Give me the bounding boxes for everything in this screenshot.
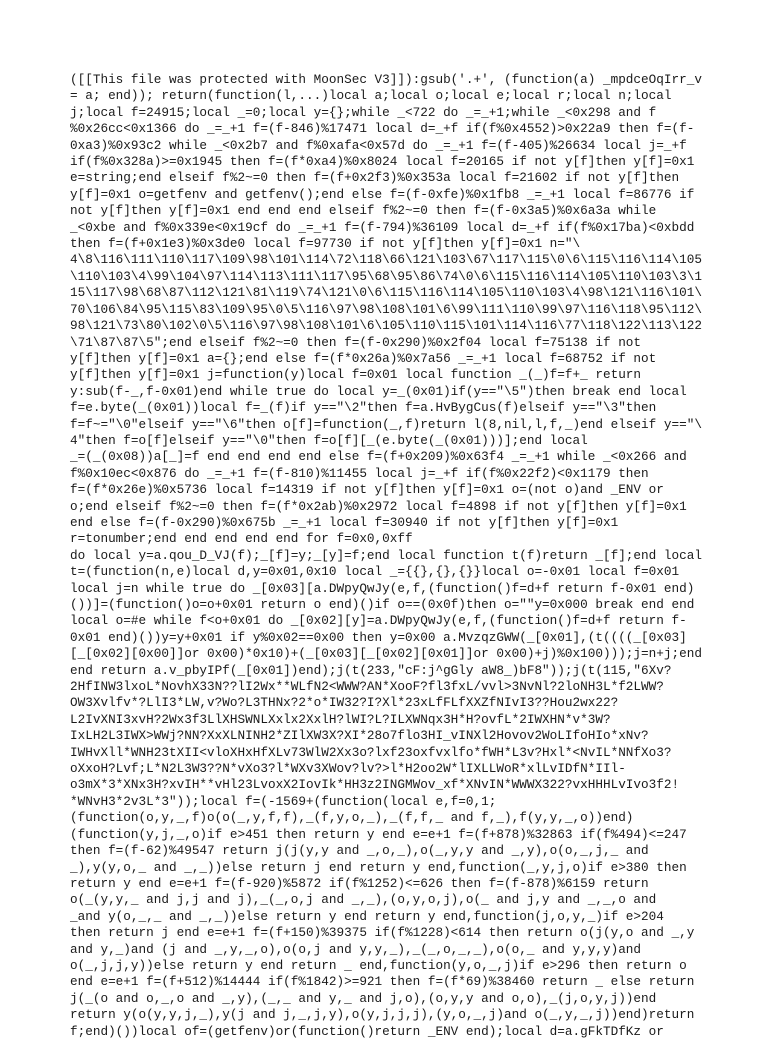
obfuscated-lua-code: ([[This file was protected with MoonSec V3]]):gsub('.+', (function(a) _mpdceOqIrr_v = a; end)); return(function(l,...)local a;local o;local e;local r;local n;local j;local f=24915;local _=0;local y={};while _<722 do _=_+1;while _<0x298 and f %0x26cc<0x1366 do _=_+1 f=(f-846)%17471 local d=_+f if(f%0x4552)>0x22a9 then f=(f- 0xa3)%0x93c2 while _<0x2b7 and f%0xafa<0x57d do _=_+1 f=(f-405)%26634 local j=_+f if(f%0x328a)>=0x1945 then f=(f*0xa4)%0x8024 local f=20165 if not y[f]then y[f]=0x1 e=string;end elseif f%2~=0 then f=(f+0x2f3)%0x353a local f=21602 if not y[f]then y[f]=0x1 o=getfenv and getfenv();end else f=(f-0xfe)%0x1fb8 _=_+1 local f=86776 if not y[f]then y[f]=0x1 end end end elseif f%2~=0 then f=(f-0x3a5)%0x6a3a while _<0xbe and f%0x339e<0x19cf do _=_+1 f=(f-794)%36109 local d=_+f if(f%0x17ba)<0xbdd then f=(f+0x1e3)%0x3de0 local f=97730 if not y[f]then y[f]=0x1 n="\ 4\8\116\111\110\117\109\98\101\114\72\118\66\121\103\67\117\115\0\6\115\116\114\105 \110\103\4\99\104\97\114\113\111\117\95\68\95\86\74\0\6\115\116\114\105\110\103\3\1 15\117\98\68\87\112\121\81\119\74\121\0\6\115\116\114\105\110\103\4\98\121\116\101\ 70\106\84\95\115\83\109\95\0\5\116\97\98\108\101\6\99\111\110\99\97\116\118\95\112\ 98\121\73\80\102\0\5\116\97\98\108\101\6\105\110\115\101\114\116\77\118\122\113\122 \71\87\87\5";end elseif f%2~=0 then f=(f-0x290)%0x2f04 local f=75138 if not y[f]then y[f]=0x1 a={};end else f=(f*0x26a)%0x7a56 _=_+1 local f=68752 if not y[f]then y[f]=0x1 j=function(y)local f=0x01 local function _(_)f=f+_ return y:sub(f-_,f-0x01)end while true do local y=_(0x01)if(y=="\5")then break end local f=e.byte(_(0x01))local f=_(f)if y=="\2"then f=a.HvBygCus(f)elseif y=="\3"then f=f~="\0"elseif y=="\6"then o[f]=function(_,f)return l(8,nil,l,f,_)end elseif y=="\ 4"then f=o[f]elseif y=="\0"then f=o[f][_(e.byte(_(0x01)))];end local _=(_(0x08))a[_]=f end end end end else f=(f+0x209)%0x63f4 _=_+1 while _<0x266 and f%0x10ec<0x876 do _=_+1 f=(f-810)%11455 local j=_+f if(f%0x22f2)<0x1179 then f=(f*0x26e)%0x5736 local f=14319 if not y[f]then y[f]=0x1 o=(not o)and _ENV or o;end elseif f%2~=0 then f=(f*0x2ab)%0x2972 local f=4898 if not y[f]then y[f]=0x1 end else f=(f-0x290)%0x675b _=_+1 local f=30940 if not y[f]then y[f]=0x1 r=tonumber;end end end end end for f=0x0,0xff do local y=a.qou_D_VJ(f);_[f]=y;_[y]=f;end local function t(f)return _[f];end local t=(function(n,e)local d,y=0x01,0x10 local _={{},{},{}}local o=-0x01 local f=0x01 local j=n while true do _[0x03][a.DWpyQwJy(e,f,(function()f=d+f return f-0x01 end) ())]=(function()o=o+0x01 return o end)()if o==(0x0f)then o=""y=0x000 break end end local o=#e while f<o+0x01 do _[0x02][y]=a.DWpyQwJy(e,f,(function()f=d+f return f- 0x01 end)())y=y+0x01 if y%0x02==0x00 then y=0x00 a.MvzqzGWW(_[0x01],(t((((_[0x03] [_[0x02][0x00]]or 0x00)*0x10)+(_[0x03][_[0x02][0x01]]or 0x00)+j)%0x100)));j=n+j;end end return a.v_pbyIPf(_[0x01])end);j(t(233,"cF:j^gGly aW8_)bF8"));j(t(115,"6Xv? 2HfINW3lxoL*NovhX33N??lI2Wx**WLfN2<WWW?AN*XooF?fl3fxL/vvl>3NvNl?2loNH3L*f2LWW? OW3Xvlfv*?LlI3*LW,v?Wo?L3THNx?2*o*IW32?I?Xl*23xLfFLfXXZfNIvI3??Hou2wx22? L2IvXNI3xvH?2Wx3f3LlXHSWNLXxlx2XxlH?lWI?L?ILXWNqx3H*H?ovfL*2IWXHN*v*3W? IxLH2L3IWX>WWj?NN?XxXLNINH2*ZIlXW3X?XI*28o7flo3HI_vINXl2Hovov2WoLIfoHIo*xNv? IWHvXll*WNH23tXII<vloXHxHfXLv73WlW2Xx3o?lxf23oxfvxlfo*fWH*L3v?Hxl*<NvIL*NNfXo3? oXxoH?Lvf;L*N2L3W3??N*vXo3?l*WXv3XWov?lv?>l*H2oo2W*lIXLLWoR*xlLvIDfN*IIl- o3mX*3*XNx3H?xvIH**vHl23LvoxX2IovIk*HH3z2INGMWov_xf*XNvIN*WWWX322?vxHHHLvIvo3f2! *WNvH3*2v3L*3"));local f=(-1569+(function(local e,f=0,1; (function(o,y,_,f)o(o(_,y,f,f),_(f,y,o,_),_(f,f,_ and f,_),f(y,y,_,o))end) (function(y,j,_,o)if e>451 then return y end e=e+1 f=(f+878)%32863 if(f%494)<=247 then f=(f-62)%49547 return j(j(y,y and _,o,_),o(_,y,y and _,y),o(o,_,j,_ and _),y(y,o,_ and _,_))else return j end return y end,function(_,y,j,o)if e>380 then return y end e=e+1 f=(f-920)%5872 if(f%1252)<=626 then f=(f-878)%6159 return o(_(y,y,_ and j,j and j),_(_,o,j and _,_),(o,y,o,j),o(_ and j,y and _,_,o and _and y(o,_,_ and _,_))else return y end return y end,function(j,o,y,_)if e>204 then return j end e=e+1 f=(f+150)%39375 if(f%1228)<614 then return o(j(y,o and _,y and y,_)and (j and _,y,_,o),o(o,j and y,y,_),_(_,o,_,_),o(o,_ and y,y,y)and o(_,j,j,y))else return y end return _ end,function(y,o,_,j)if e>296 then return o end e=e+1 f=(f+512)%14444 if(f%1842)>=921 then f=(f*69)%38460 return _ else return j(_(o and o,_,o and _,y),(_,_ and y,_ and j,o),(o,y,y and o,o),_(j,o,y,j))end return y(o(y,y,j,_),y(j and j,_,j,y),o(y,j,j,j),(y,o,_,j)and o(_,y,_,j))end)return f;end)())local of=(getfenv)or(function()return _ENV end);local d=a.gFkTDfKz or bbox=[70, 72, 702, 1039]
document-page bbox=[70, 72, 705, 1039]
